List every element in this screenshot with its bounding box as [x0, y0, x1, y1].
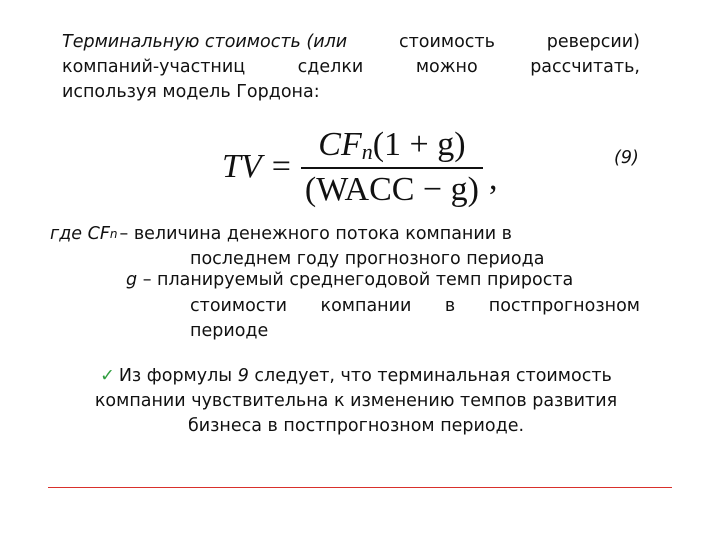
intro-line-1 — [62, 30, 640, 55]
cf-continuation: последнем году прогнозного периода — [190, 249, 545, 269]
cf-subscript: n — [109, 227, 118, 241]
conclusion-line-1 — [58, 364, 654, 389]
fraction-bar — [301, 167, 483, 169]
intro-word: компаний-участниц — [62, 57, 246, 77]
definitions-block — [50, 222, 650, 272]
cf-symbol: где CF — [50, 224, 110, 244]
conclusion-paragraph — [58, 364, 654, 439]
definition-cf — [50, 222, 650, 247]
intro-word: сделки — [297, 57, 364, 77]
g-word: стоимости — [190, 296, 287, 316]
intro-line-2 — [62, 55, 640, 80]
formula-lhs: TV — [222, 148, 262, 185]
g-word: в — [444, 296, 456, 316]
conclusion-end: следует, что терминальная стоимость — [254, 366, 612, 386]
checkmark-icon: ✓ — [100, 366, 115, 386]
equation-number: (9) — [614, 148, 639, 168]
g-cont-line-1 — [190, 294, 640, 319]
intro-term: Терминальную стоимость (или — [62, 32, 348, 52]
g-word: постпрогнозном — [488, 296, 640, 316]
g-word: компании — [320, 296, 412, 316]
intro-word: реверсии) — [546, 32, 640, 52]
conclusion-line-3: бизнеса в постпрогнозном периоде. — [187, 416, 525, 436]
intro-word: можно — [415, 57, 478, 77]
formula-equals: = — [271, 148, 291, 185]
formula-comma: , — [488, 160, 498, 197]
g-description: – планируемый среднегодовой темп прироста — [142, 270, 574, 290]
g-continuation — [190, 294, 640, 344]
footer-divider — [48, 487, 672, 488]
cf-description: – величина денежного потока компании в — [119, 224, 512, 244]
g-cont-line-2: периоде — [190, 321, 269, 341]
intro-word: стоимость — [398, 32, 495, 52]
intro-paragraph — [62, 30, 640, 105]
formula-fraction — [301, 126, 483, 209]
numerator-rest: (1 + g) — [372, 125, 466, 163]
intro-line-3: используя модель Гордона: — [62, 82, 320, 102]
definition-g — [126, 270, 573, 290]
g-symbol: g — [126, 270, 138, 290]
numerator-sub: n — [361, 138, 373, 164]
formula-denominator: (WACC − g) — [304, 170, 479, 208]
conclusion-formula-ref: 9 — [237, 366, 249, 386]
conclusion-line-2: компании чувствительна к изменению темпов развития — [94, 391, 618, 411]
formula-numerator — [314, 126, 469, 165]
numerator-cf: CF — [318, 125, 362, 163]
conclusion-start: Из формулы — [118, 366, 233, 386]
gordon-formula — [222, 125, 498, 208]
intro-word: рассчитать, — [530, 57, 640, 77]
